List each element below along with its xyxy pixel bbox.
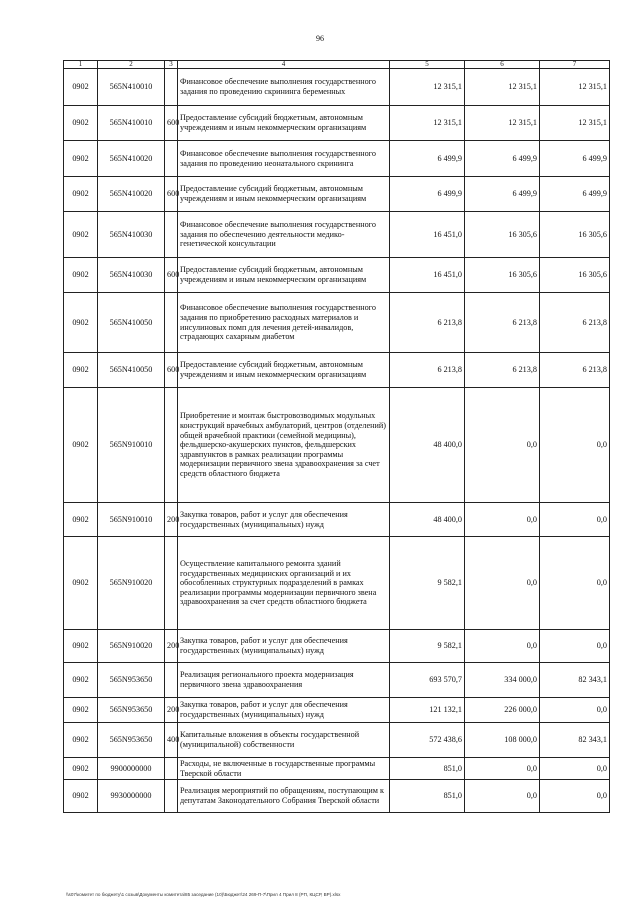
expense-name: Финансовое обеспечение выполнения государственного задания по обеспечению деятельности медико-генетической консультации	[178, 212, 390, 258]
amount-col6: 0,0	[465, 537, 540, 630]
amount-col7: 0,0	[540, 630, 610, 663]
amount-col6: 108 000,0	[465, 723, 540, 758]
expense-name: Предоставление субсидий бюджетным, автономным учреждениям и иным некоммерческим организациям	[178, 177, 390, 212]
amount-col7: 0,0	[540, 780, 610, 813]
amount-col7: 12 315,1	[540, 69, 610, 106]
section-code: 0902	[64, 780, 98, 813]
target-article-code: 565N410020	[98, 141, 165, 177]
table-row	[64, 780, 610, 813]
column-header: 7	[540, 61, 610, 69]
amount-col7: 0,0	[540, 503, 610, 537]
amount-col6: 6 499,9	[465, 177, 540, 212]
expense-name: Предоставление субсидий бюджетным, автономным учреждениям и иным некоммерческим организациям	[178, 353, 390, 388]
target-article-code: 565N953650	[98, 698, 165, 723]
amount-col7: 12 315,1	[540, 106, 610, 141]
file-path-footer: \\s07\комитет по бюджету\1 созыв\Документы комитета\85 заседание (10)\Бюджет\24 269-П-7\Прил 4 Прил 8 (РП, КЦСР, ВР).xlsx	[66, 892, 341, 897]
expense-type-code	[165, 388, 178, 503]
target-article-code: 9900000000	[98, 758, 165, 780]
amount-col7: 0,0	[540, 537, 610, 630]
expense-name: Предоставление субсидий бюджетным, автономным учреждениям и иным некоммерческим организациям	[178, 258, 390, 293]
column-header: 1	[64, 61, 98, 69]
expense-name: Предоставление субсидий бюджетным, автономным учреждениям и иным некоммерческим организациям	[178, 106, 390, 141]
target-article-code: 565N410050	[98, 353, 165, 388]
expense-type-code: 200	[165, 630, 178, 663]
amount-col7: 0,0	[540, 698, 610, 723]
section-code: 0902	[64, 388, 98, 503]
expense-type-code: 600	[165, 353, 178, 388]
table-row	[64, 258, 610, 293]
table-row	[64, 663, 610, 698]
target-article-code: 565N910020	[98, 630, 165, 663]
table-row	[64, 353, 610, 388]
target-article-code: 565N953650	[98, 723, 165, 758]
expense-type-code: 600	[165, 177, 178, 212]
amount-col5: 9 582,1	[390, 630, 465, 663]
column-header: 4	[178, 61, 390, 69]
amount-col6: 0,0	[465, 630, 540, 663]
section-code: 0902	[64, 537, 98, 630]
expense-type-code	[165, 293, 178, 353]
expense-type-code	[165, 537, 178, 630]
table-row	[64, 388, 610, 503]
amount-col7: 0,0	[540, 388, 610, 503]
target-article-code: 565N410030	[98, 258, 165, 293]
amount-col6: 6 499,9	[465, 141, 540, 177]
amount-col5: 12 315,1	[390, 106, 465, 141]
table-row	[64, 212, 610, 258]
table-body	[64, 69, 610, 813]
amount-col7: 16 305,6	[540, 212, 610, 258]
amount-col6: 6 213,8	[465, 293, 540, 353]
target-article-code: 565N910010	[98, 388, 165, 503]
expense-name: Закупка товаров, работ и услуг для обеспечения государственных (муниципальных) нужд	[178, 698, 390, 723]
target-article-code: 565N410030	[98, 212, 165, 258]
table-row	[64, 723, 610, 758]
amount-col7: 82 343,1	[540, 723, 610, 758]
amount-col6: 6 213,8	[465, 353, 540, 388]
amount-col7: 6 499,9	[540, 141, 610, 177]
target-article-code: 565N410020	[98, 177, 165, 212]
amount-col6: 226 000,0	[465, 698, 540, 723]
section-code: 0902	[64, 69, 98, 106]
amount-col6: 0,0	[465, 388, 540, 503]
amount-col5: 6 213,8	[390, 293, 465, 353]
section-code: 0902	[64, 723, 98, 758]
section-code: 0902	[64, 258, 98, 293]
section-code: 0902	[64, 141, 98, 177]
section-code: 0902	[64, 353, 98, 388]
amount-col5: 16 451,0	[390, 212, 465, 258]
amount-col6: 334 000,0	[465, 663, 540, 698]
table-row	[64, 758, 610, 780]
target-article-code: 565N410010	[98, 69, 165, 106]
expense-name: Капитальные вложения в объекты государственной (муниципальной) собственности	[178, 723, 390, 758]
expense-type-code	[165, 212, 178, 258]
amount-col7: 16 305,6	[540, 258, 610, 293]
target-article-code: 565N910020	[98, 537, 165, 630]
amount-col6: 12 315,1	[465, 106, 540, 141]
amount-col5: 12 315,1	[390, 69, 465, 106]
amount-col6: 0,0	[465, 503, 540, 537]
amount-col7: 6 213,8	[540, 353, 610, 388]
table-row	[64, 503, 610, 537]
column-header: 5	[390, 61, 465, 69]
expense-type-code: 400	[165, 723, 178, 758]
amount-col5: 851,0	[390, 780, 465, 813]
table-row	[64, 177, 610, 212]
section-code: 0902	[64, 293, 98, 353]
expense-name: Расходы, не включенные в государственные программы Тверской области	[178, 758, 390, 780]
expense-type-code	[165, 69, 178, 106]
table-row	[64, 698, 610, 723]
amount-col5: 572 438,6	[390, 723, 465, 758]
amount-col6: 12 315,1	[465, 69, 540, 106]
table-row	[64, 537, 610, 630]
section-code: 0902	[64, 698, 98, 723]
section-code: 0902	[64, 106, 98, 141]
expense-type-code: 600	[165, 106, 178, 141]
expense-name: Закупка товаров, работ и услуг для обеспечения государственных (муниципальных) нужд	[178, 503, 390, 537]
column-header: 2	[98, 61, 165, 69]
target-article-code: 565N410050	[98, 293, 165, 353]
expense-name: Реализация регионального проекта модернизация первичного звена здравоохранения	[178, 663, 390, 698]
target-article-code: 565N953650	[98, 663, 165, 698]
column-number-header	[64, 61, 610, 69]
amount-col5: 851,0	[390, 758, 465, 780]
section-code: 0902	[64, 177, 98, 212]
section-code: 0902	[64, 630, 98, 663]
table-row	[64, 293, 610, 353]
expense-type-code: 200	[165, 698, 178, 723]
amount-col5: 48 400,0	[390, 503, 465, 537]
section-code: 0902	[64, 212, 98, 258]
amount-col6: 0,0	[465, 758, 540, 780]
expense-name: Финансовое обеспечение выполнения государственного задания по приобретению расходных материалов и инсулиновых помп для лечения детей-инвалидов, страдающих сахарным диабетом	[178, 293, 390, 353]
amount-col5: 6 213,8	[390, 353, 465, 388]
section-code: 0902	[64, 663, 98, 698]
target-article-code: 565N910010	[98, 503, 165, 537]
table-row	[64, 106, 610, 141]
expense-name: Осуществление капитального ремонта зданий государственных медицинских организаций и их обособленных структурных подразделений в рамках реализации программы модернизации первичного звена здравоохранения за счет средств областного бюджета	[178, 537, 390, 630]
expense-name: Приобретение и монтаж быстровозводимых модульных конструкций врачебных амбулаторий, центров (отделений) общей врачебной практики (семейной медицины), фельдшерско-акушерских пунктов, фельдшерских здравпунктов в рамках реализации программы модернизации первичного звена здравоохранения за счет средств областного бюджета	[178, 388, 390, 503]
target-article-code: 565N410010	[98, 106, 165, 141]
page-number: 96	[316, 34, 324, 43]
amount-col5: 6 499,9	[390, 177, 465, 212]
expense-type-code: 600	[165, 258, 178, 293]
amount-col6: 16 305,6	[465, 212, 540, 258]
table-row	[64, 630, 610, 663]
expense-type-code	[165, 758, 178, 780]
amount-col5: 121 132,1	[390, 698, 465, 723]
amount-col7: 6 213,8	[540, 293, 610, 353]
amount-col5: 16 451,0	[390, 258, 465, 293]
target-article-code: 9930000000	[98, 780, 165, 813]
section-code: 0902	[64, 758, 98, 780]
expense-name: Финансовое обеспечение выполнения государственного задания по проведению неонатального скрининга	[178, 141, 390, 177]
amount-col5: 9 582,1	[390, 537, 465, 630]
table-row	[64, 69, 610, 106]
column-header: 6	[465, 61, 540, 69]
column-header: 3	[165, 61, 178, 69]
amount-col7: 6 499,9	[540, 177, 610, 212]
amount-col6: 16 305,6	[465, 258, 540, 293]
expense-type-code: 200	[165, 503, 178, 537]
amount-col5: 48 400,0	[390, 388, 465, 503]
expense-type-code	[165, 663, 178, 698]
expense-type-code	[165, 780, 178, 813]
amount-col7: 0,0	[540, 758, 610, 780]
expense-name: Закупка товаров, работ и услуг для обеспечения государственных (муниципальных) нужд	[178, 630, 390, 663]
expense-name: Реализация мероприятий по обращениям, поступающим к депутатам Законодательного Собрания Тверской области	[178, 780, 390, 813]
budget-table	[63, 60, 610, 813]
amount-col5: 693 570,7	[390, 663, 465, 698]
table-row	[64, 141, 610, 177]
amount-col7: 82 343,1	[540, 663, 610, 698]
section-code: 0902	[64, 503, 98, 537]
amount-col5: 6 499,9	[390, 141, 465, 177]
amount-col6: 0,0	[465, 780, 540, 813]
expense-type-code	[165, 141, 178, 177]
expense-name: Финансовое обеспечение выполнения государственного задания по проведению скрининга беременных	[178, 69, 390, 106]
